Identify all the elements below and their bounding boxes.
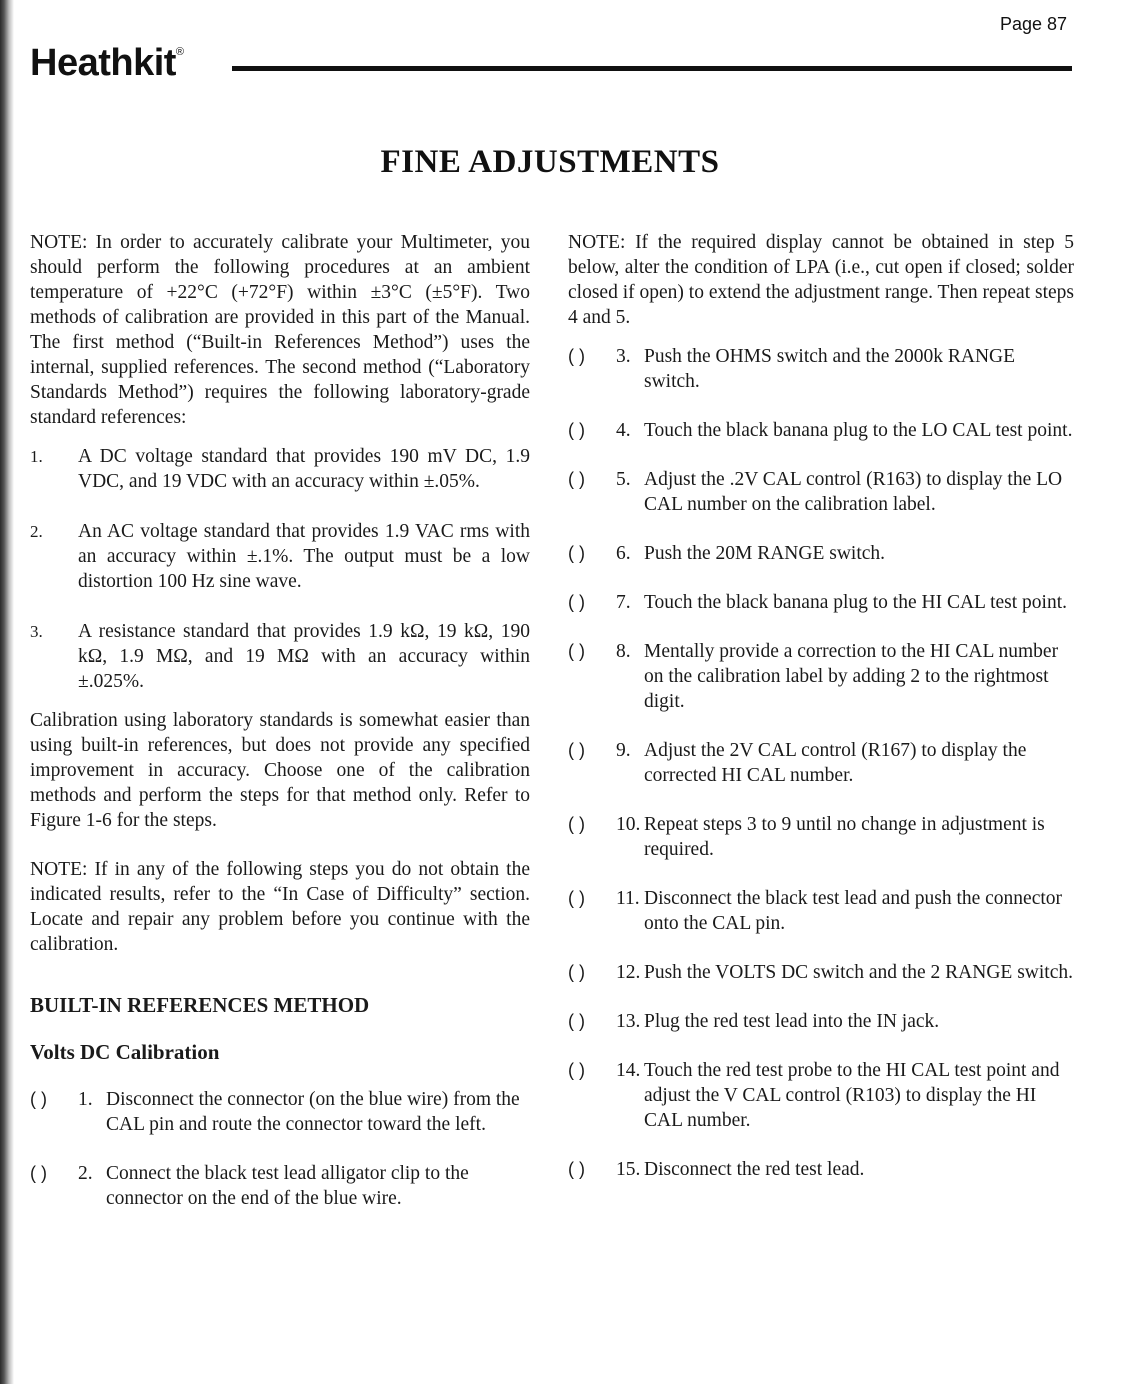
- step-number: 15.: [616, 1159, 641, 1180]
- list-item-text: A resistance standard that provides 1.9 kΩ, 19 kΩ, 190 kΩ, 1.9 MΩ, and 19 MΩ with an accuracy within ±.025%.: [78, 621, 530, 692]
- step-text: Disconnect the black test lead and push the connector onto the CAL pin.: [644, 888, 1063, 934]
- brand-logo: [30, 42, 184, 85]
- step-checkbox[interactable]: ( ): [568, 543, 585, 563]
- list-item: [30, 519, 530, 594]
- difficulty-note: NOTE: If in any of the following steps you do not obtain the indicated results, refer to the “In Case of Difficulty” section. Locate and repair any problem before you continue with the calibration.: [30, 859, 530, 955]
- right-column: [568, 230, 1074, 1206]
- step-item: [568, 960, 1074, 985]
- step-number: 5.: [616, 469, 631, 490]
- step-text: Push the VOLTS DC switch and the 2 RANGE switch.: [644, 962, 1073, 983]
- step-number: 1.: [78, 1089, 93, 1110]
- step-item: [568, 344, 1074, 394]
- calibration-conditions-note: NOTE: In order to accurately calibrate your Multimeter, you should perform the following procedures at an ambient temperature of +22°C (+72°F) within ±3°C (±5°F). Two methods of calibration are provided in this part of the Manual. The first method (“Built-in References Method”) uses the internal, supplied references. The second method (“Laboratory Standards Method”) requires the following laboratory-grade standard references:: [30, 232, 530, 428]
- step-checkbox[interactable]: ( ): [568, 469, 585, 489]
- list-item: [30, 444, 530, 494]
- lpa-note: NOTE: If the required display cannot be obtained in step 5 below, alter the condition of LPA (i.e., cut open if closed; solder closed if open) to extend the adjustment range. Then repeat steps 4 and 5.: [568, 232, 1074, 328]
- list-item-text: A DC voltage standard that provides 190 mV DC, 1.9 VDC, and 19 VDC with an accuracy within ±.05%.: [78, 446, 530, 492]
- step-text: Repeat steps 3 to 9 until no change in adjustment is required.: [644, 814, 1045, 860]
- step-checkbox[interactable]: ( ): [30, 1163, 47, 1183]
- step-number: 14.: [616, 1060, 641, 1081]
- step-text: Disconnect the red test lead.: [644, 1159, 865, 1180]
- step-text: Connect the black test lead alligator clip to the connector on the end of the blue wire.: [106, 1163, 469, 1209]
- section-heading: BUILT-IN REFERENCES METHOD: [30, 993, 370, 1017]
- registered-mark: ®: [175, 46, 184, 58]
- scan-edge-shadow: [0, 0, 14, 1384]
- step-checkbox[interactable]: ( ): [568, 888, 585, 908]
- step-checkbox[interactable]: ( ): [568, 1159, 585, 1179]
- step-checkbox[interactable]: ( ): [568, 420, 585, 440]
- step-item: [568, 590, 1074, 615]
- step-number: 4.: [616, 420, 631, 441]
- step-number: 6.: [616, 543, 631, 564]
- list-item-number: 2.: [30, 522, 43, 541]
- left-column: [30, 230, 530, 1235]
- step-item: [568, 541, 1074, 566]
- brand-name: Heathkit: [30, 42, 176, 84]
- step-checkbox[interactable]: ( ): [568, 1011, 585, 1031]
- step-number: 7.: [616, 592, 631, 613]
- step-text: Touch the black banana plug to the HI CAL test point.: [644, 592, 1068, 613]
- step-item: [568, 738, 1074, 788]
- step-checkbox[interactable]: ( ): [568, 962, 585, 982]
- step-item: [568, 1157, 1074, 1182]
- step-text: Plug the red test lead into the IN jack.: [644, 1011, 940, 1032]
- calibration-choice-paragraph: Calibration using laboratory standards is somewhat easier than using built-in references, but does not provide any specified improvement in accuracy. Choose one of the calibration methods and perform the steps for that method only. Refer to Figure 1-6 for the steps.: [30, 710, 530, 831]
- sub-heading: Volts DC Calibration: [30, 1040, 220, 1064]
- step-text: Push the 20M RANGE switch.: [644, 543, 886, 564]
- step-item: [568, 1058, 1074, 1133]
- step-text: Disconnect the connector (on the blue wire) from the CAL pin and route the connector toward the left.: [106, 1089, 520, 1135]
- steps-list-right: [568, 344, 1074, 1182]
- step-text: Touch the black banana plug to the LO CAL test point.: [644, 420, 1073, 441]
- standards-list: [30, 444, 530, 694]
- step-item: [568, 1009, 1074, 1034]
- step-checkbox[interactable]: ( ): [568, 740, 585, 760]
- step-item: [30, 1161, 530, 1211]
- step-item: [30, 1087, 530, 1137]
- steps-list-left: [30, 1087, 530, 1211]
- step-checkbox[interactable]: ( ): [568, 814, 585, 834]
- step-number: 11.: [616, 888, 640, 909]
- step-item: [568, 467, 1074, 517]
- page-number: Page 87: [999, 14, 1067, 34]
- step-text: Adjust the .2V CAL control (R163) to display the LO CAL number on the calibration label.: [644, 469, 1063, 515]
- step-number: 13.: [616, 1011, 641, 1032]
- step-text: Adjust the 2V CAL control (R167) to display the corrected HI CAL number.: [644, 740, 1027, 786]
- list-item-text: An AC voltage standard that provides 1.9 VAC rms with an accuracy within ±.1%. The output must be a low distortion 100 Hz sine wave.: [78, 521, 530, 592]
- list-item-number: 3.: [30, 622, 43, 641]
- page-title: FINE ADJUSTMENTS: [380, 144, 720, 180]
- list-item-number: 1.: [30, 447, 43, 466]
- step-item: [568, 639, 1074, 714]
- step-number: 3.: [616, 346, 631, 367]
- step-number: 8.: [616, 641, 631, 662]
- step-item: [568, 886, 1074, 936]
- step-item: [568, 812, 1074, 862]
- step-checkbox[interactable]: ( ): [568, 1060, 585, 1080]
- step-checkbox[interactable]: ( ): [568, 641, 585, 661]
- list-item: [30, 619, 530, 694]
- step-number: 9.: [616, 740, 631, 761]
- step-text: Push the OHMS switch and the 2000k RANGE switch.: [644, 346, 1016, 392]
- step-item: [568, 418, 1074, 443]
- step-checkbox[interactable]: ( ): [568, 592, 585, 612]
- step-text: Touch the red test probe to the HI CAL test point and adjust the V CAL control (R103) to display the HI CAL number.: [644, 1060, 1060, 1131]
- step-number: 10.: [616, 814, 641, 835]
- step-text: Mentally provide a correction to the HI CAL number on the calibration label by adding 2 to the rightmost digit.: [644, 641, 1059, 712]
- step-number: 2.: [78, 1163, 93, 1184]
- step-checkbox[interactable]: ( ): [30, 1089, 47, 1109]
- header-rule: [232, 66, 1072, 71]
- step-checkbox[interactable]: ( ): [568, 346, 585, 366]
- step-number: 12.: [616, 962, 641, 983]
